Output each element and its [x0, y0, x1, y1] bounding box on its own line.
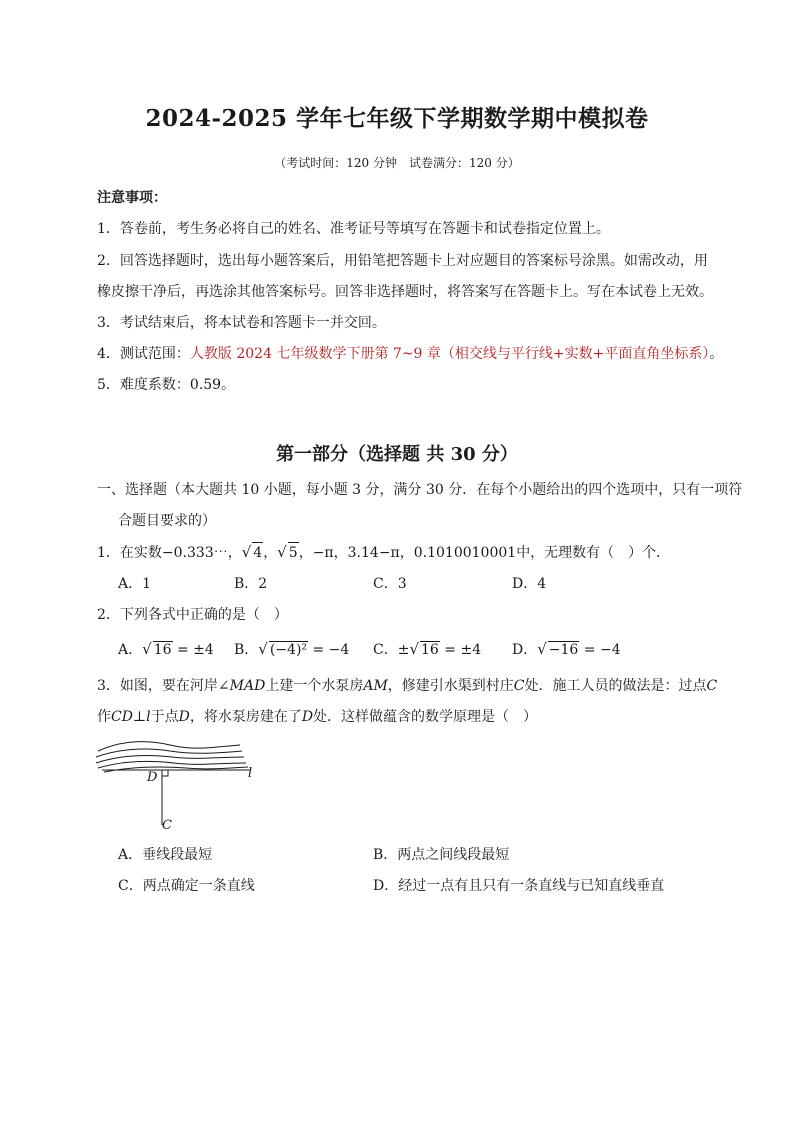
sqrt-icon: √ — [537, 640, 547, 658]
q3-point-c: C — [513, 678, 525, 694]
section-title: 第一部分（选择题 共 30 分） — [276, 444, 518, 465]
q3-angle: ∠MAD — [217, 678, 266, 694]
q3-text: ，将水泵房建在了 — [189, 709, 302, 725]
q1-number-2: −π — [312, 545, 334, 561]
question-3-stem-line2 — [97, 707, 537, 727]
sqrt-icon: √ — [258, 640, 268, 658]
q1-suffix: 中，无理数有（ ）个． — [516, 545, 671, 561]
q3-option-b[interactable]: B．两点之间线段最短 — [373, 847, 510, 863]
q1-number-3: 3.14−π — [347, 545, 400, 561]
river-wave-1 — [98, 742, 240, 751]
exam-title: 2024-2025 学年七年级下学期数学期中模拟卷 — [145, 105, 649, 132]
q2-c-label: C． — [373, 642, 398, 658]
notes-heading: 注意事项： — [97, 190, 167, 206]
q1-option-b[interactable]: B．2 — [234, 576, 268, 592]
q3-text: 作 — [97, 709, 111, 725]
sqrt-icon: √ — [241, 543, 252, 561]
q1-option-c[interactable]: C．3 — [373, 576, 407, 592]
q1-option-d[interactable]: D．4 — [512, 576, 547, 592]
river-wave-3 — [96, 755, 244, 763]
note-item-2: 2．回答选择题时，选出每小题答案后，用铅笔把答题卡上对应题目的答案标号涂黑。如需改动，用 — [97, 253, 708, 269]
note-item-4-prefix: 4．测试范围： — [97, 346, 190, 362]
right-angle-mark — [162, 770, 168, 776]
sqrt-icon: √ — [142, 640, 152, 658]
q2-c-tail: = ±4 — [439, 642, 482, 658]
q3-option-c[interactable]: C．两点确定一条直线 — [118, 878, 255, 894]
note-item-1: 1．答卷前，考生务必将自己的姓名、准考证号等填写在答题卡和试卷指定位置上。 — [97, 221, 610, 237]
q2-c-radicand: 16 — [421, 642, 439, 658]
q3-text: 处．这样做蕴含的数学原理是（ ） — [313, 709, 538, 725]
q3-perp: CD⊥l — [111, 709, 151, 725]
q2-b-label: B． — [234, 642, 259, 658]
exam-subtitle: （考试时间：120 分钟 试卷满分：120 分） — [274, 156, 520, 170]
label-l: l — [248, 766, 253, 781]
q1-number-1: −0.333⋯ — [161, 545, 228, 561]
q1-radicand-2: 5 — [288, 542, 299, 563]
river-figure — [90, 735, 270, 835]
part1-intro-lead: 一、选择题（ — [97, 482, 181, 498]
q3-point-d: D — [178, 709, 190, 725]
q1-prefix: 1．在实数 — [97, 545, 162, 561]
q2-c-plusminus: ± — [397, 642, 410, 658]
note-item-4 — [97, 344, 723, 364]
note-item-3: 3．考试结束后，将本试卷和答题卡一并交回。 — [97, 315, 386, 331]
q2-option-a[interactable] — [118, 639, 214, 659]
q1-sep: ， — [333, 545, 348, 561]
q3-text: ，修建引水渠到村庄 — [387, 678, 514, 694]
part1-intro-rule: 本大题共 10 小题，每小题 3 分，满分 30 分．在每个小题给出的四个选项中，只有一项符 — [181, 482, 743, 498]
q2-d-label: D． — [512, 642, 538, 658]
q3-text: 处．施工人员的做法是：过点 — [524, 678, 707, 694]
q3-am: AM — [363, 678, 388, 694]
note-item-5: 5．难度系数：0.59。 — [97, 377, 236, 393]
question-2-stem: 2．下列各式中正确的是（ ） — [97, 607, 288, 623]
q1-number-4: 0.1010010001 — [413, 545, 517, 561]
q2-b-radicand: (−4)² — [269, 642, 308, 658]
q2-option-b[interactable] — [234, 639, 349, 659]
q2-option-c[interactable] — [373, 639, 481, 659]
sqrt-icon: √ — [277, 543, 287, 561]
label-c: C — [162, 818, 172, 833]
q3-option-a[interactable]: A．垂线段最短 — [118, 847, 213, 863]
q2-a-tail: = ±4 — [172, 642, 214, 658]
sqrt-icon: √ — [409, 640, 420, 658]
q2-a-label: A． — [118, 642, 143, 658]
note-item-2-cont: 橡皮擦干净后，再选涂其他答案标号。回答非选择题时，将答案写在答题卡上。写在本试卷上无效。 — [97, 284, 713, 300]
part1-intro-cont: 合题目要求的） — [118, 513, 216, 529]
q1-sep: ， — [399, 545, 414, 561]
q3-text: 3．如图，要在河岸 — [97, 678, 218, 694]
q1-sep: ， — [298, 545, 313, 561]
q3-option-d[interactable]: D．经过一点有且只有一条直线与已知直线垂直 — [373, 878, 665, 894]
part1-intro — [97, 480, 742, 500]
q1-radicand-1: 4 — [252, 542, 263, 563]
q2-b-tail: = −4 — [308, 642, 350, 658]
label-d: D — [147, 770, 158, 785]
q2-a-radicand: 16 — [153, 642, 172, 658]
q1-option-a[interactable]: A．1 — [118, 576, 152, 592]
q2-d-tail: = −4 — [579, 642, 621, 658]
q3-text: 于点 — [150, 709, 179, 725]
q3-point-c: C — [706, 678, 718, 694]
note-item-4-scope: 人教版 2024 七年级数学下册第 7~9 章（相交线与平行线+实数+平面直角坐标系） — [189, 346, 710, 362]
note-item-4-suffix: 。 — [709, 346, 724, 362]
river-wave-2 — [96, 749, 242, 757]
q2-option-d[interactable] — [512, 639, 621, 659]
q3-text: 上建一个水泵房 — [265, 678, 364, 694]
q1-sep: ， — [227, 545, 242, 561]
question-3-stem-line1 — [97, 676, 717, 696]
question-1-stem — [97, 542, 670, 563]
q3-point-d: D — [301, 709, 314, 725]
q1-sep: ， — [263, 545, 278, 561]
q2-d-radicand: −16 — [548, 642, 579, 658]
